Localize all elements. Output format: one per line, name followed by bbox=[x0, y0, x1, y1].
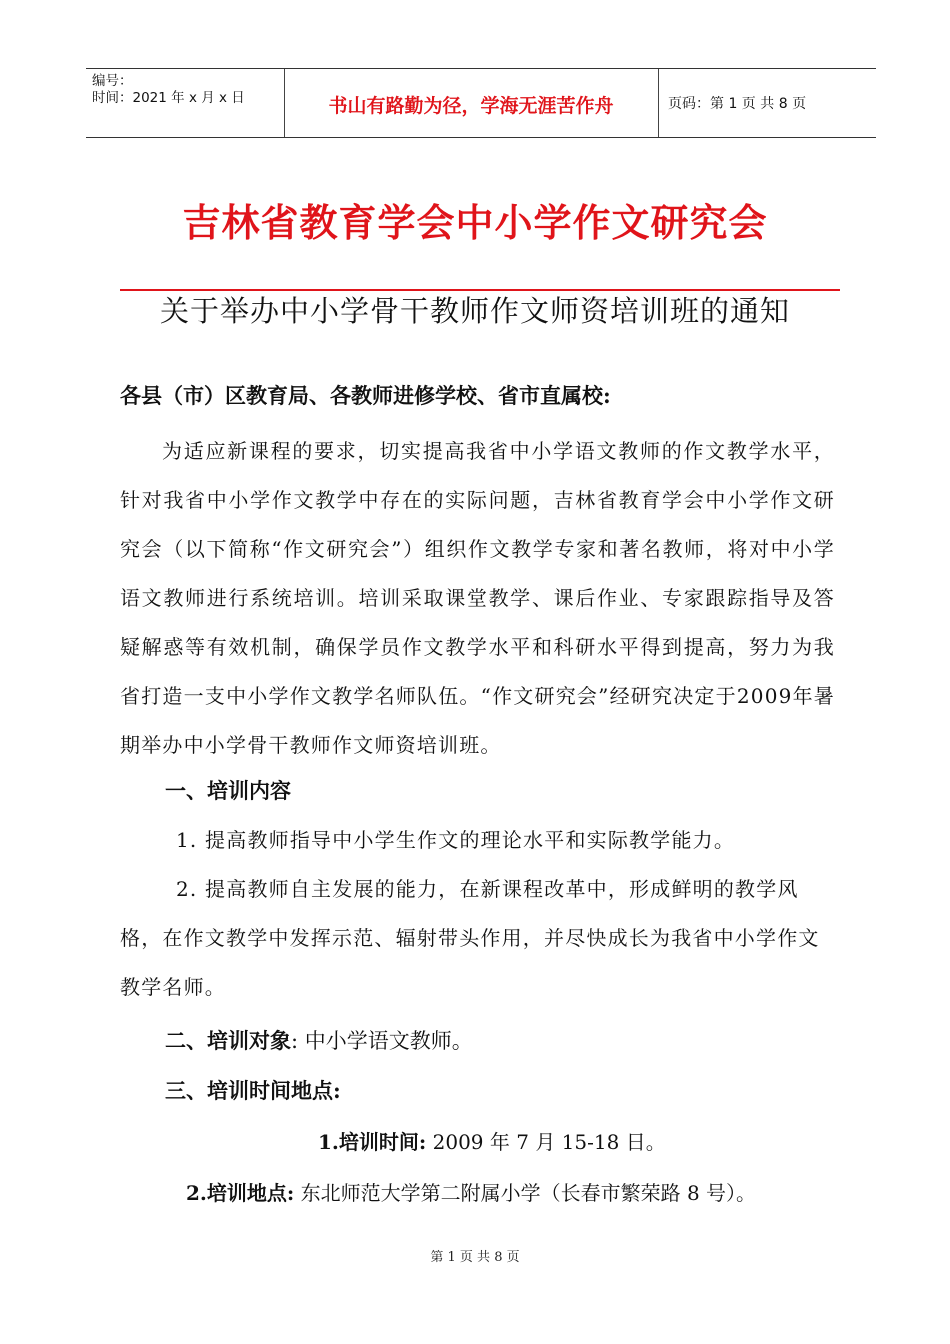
section-2-title: 二、培训对象 bbox=[165, 1028, 291, 1053]
page-footer: 第 1 页 共 8 页 bbox=[430, 1250, 520, 1265]
header-time-label: 时间：2021 年 x 月 x 日 bbox=[92, 90, 245, 106]
training-time-line bbox=[318, 1126, 666, 1155]
notice-title: 关于举办中小学骨干教师作文师资培训班的通知 bbox=[159, 294, 790, 328]
training-time-value: 2009 年 7 月 15-18 日。 bbox=[426, 1130, 666, 1154]
section-1-heading: 一、培训内容 bbox=[165, 778, 291, 803]
section-1-item-1: 1. 提高教师指导中小学生作文的理论水平和实际教学能力。 bbox=[176, 828, 736, 852]
training-place-label: 2.培训地点: bbox=[186, 1181, 295, 1205]
header-meta bbox=[92, 73, 245, 107]
header-table bbox=[86, 68, 876, 138]
intro-paragraph: 为适应新课程的要求，切实提高我省中小学语文教师的作文教学水平，针对我省中小学作文教学中存在的实际问题，吉林省教育学会中小学作文研究会（以下简称“作文研究会”）组织作文教学专家和著名教师，将对中小学语文教师进行系统培训。培训采取课堂教学、课后作业、专家跟踪指导及答疑解惑等有效机制，确保学员作文教学水平和科研水平得到提高，努力为我省打造一支中小学作文教学名师队伍。“作文研究会”经研究决定于2009年暑期举办中小学骨干教师作文师资培训班。 bbox=[120, 439, 835, 757]
header-motto: 书山有路勤为径，学海无涯苦作舟 bbox=[328, 95, 614, 117]
organization-title: 吉林省教育学会中小学作文研究会 bbox=[182, 201, 768, 245]
training-place-value: 东北师范大学第二附属小学（长春市繁荣路 8 号）。 bbox=[294, 1181, 757, 1205]
section-2-value: : 中小学语文教师。 bbox=[291, 1029, 473, 1053]
training-time-label: 1.培训时间: bbox=[318, 1130, 427, 1154]
header-number-label: 编号： bbox=[92, 73, 133, 89]
training-place-line bbox=[186, 1177, 756, 1206]
salutation: 各县（市）区教育局、各教师进修学校、省市直属校: bbox=[120, 383, 611, 408]
section-1-item-2: 2. 提高教师自主发展的能力，在新课程改革中，形成鲜明的教学风格，在作文教学中发挥示范、辐射带头作用，并尽快成长为我省中小学作文教学名师。 bbox=[120, 877, 820, 999]
section-3-heading: 三、培训时间地点: bbox=[165, 1078, 341, 1103]
header-page-info: 页码：第 1 页 共 8 页 bbox=[668, 96, 807, 112]
header-divider bbox=[658, 69, 659, 137]
section-2-heading bbox=[165, 1025, 473, 1055]
